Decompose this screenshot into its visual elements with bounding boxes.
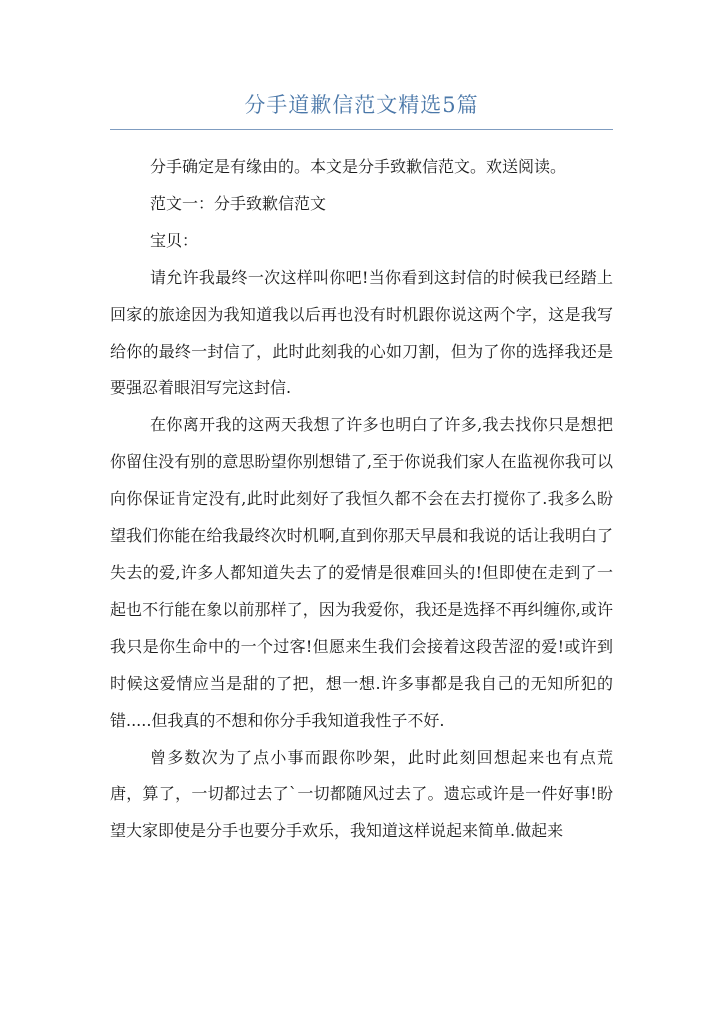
paragraph-sample-heading: 范文一：分手致歉信范文 (150, 193, 327, 213)
paragraph-intro: 分手确定是有缘由的。本文是分手致歉信范文。欢送阅读。 (150, 157, 567, 176)
title-divider (110, 129, 613, 130)
paragraph-body-3: 曾多数次为了点小事而跟你吵架，此时此刻回想起来也有点荒唐，算了，一切都过去了`一切都随风过去了。遗忘或许是一件好事!盼望大家即使是分手也要分手欢乐，我知道这样说起来简单.做起来 (110, 747, 613, 841)
paragraph-salutation: 宝贝： (150, 230, 199, 250)
paragraph-body-1: 请允许我最终一次这样叫你吧!当你看到这封信的时候我已经踏上回家的旅途因为我知道我以后再也没有时机跟你说这两个字，这是我写给你的最终一封信了，此时此刻我的心如刀割，但为了你的选择我还是要强忍着眼泪写完这封信. (110, 267, 613, 398)
document-title: 分手道歉信范文精选5篇 (244, 93, 479, 117)
document-body (110, 149, 613, 850)
paragraph-body-2: 在你离开我的这两天我想了许多也明白了许多,我去找你只是想把你留住没有别的意思盼望你别想错了,至于你说我们家人在监视你我可以向你保证肯定没有,此时此刻好了我恒久都不会在去打搅你了.我多么盼望我们你能在给我最终次时机啊,直到你那天早晨和我说的话让我明白了失去的爱,许多人都知道失去了的爱情是很难回头的!但即使在走到了一起也不行能在象以前那样了，因为我爱你，我还是选择不再纠缠你,或许我只是你生命中的一个过客!但愿来生我们会接着这段苦涩的爱!或许到时候这爱情应当是甜的了把，想一想.许多事都是我自己的无知所犯的错.....但我真的不想和你分手我知道我性子不好. (110, 415, 613, 730)
